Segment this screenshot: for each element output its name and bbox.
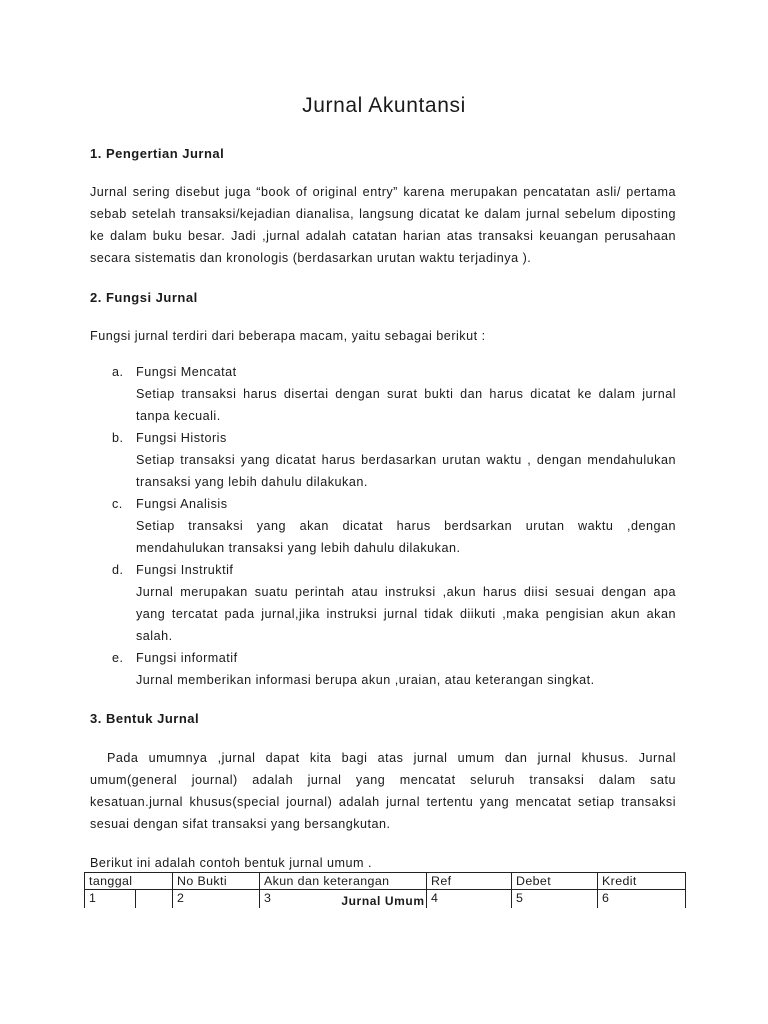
list-item-title: Fungsi Mencatat [136,365,237,379]
list-item-description: Jurnal memberikan informasi berupa akun ,uraian, atau keterangan singkat. [136,673,595,687]
list-item-description: Setiap transaksi yang akan dicatat harus berdsarkan urutan waktu ,dengan mendahulukan transaksi yang lebih dahulu dilakukan. [136,519,676,555]
paragraph-fungsi-intro: Fungsi jurnal terdiri dari beberapa macam, yaitu sebagai berikut : [90,329,486,343]
table-cell: 3 [260,890,427,909]
table-header-cell [136,873,173,890]
list-item-description: Jurnal merupakan suatu perintah atau instruksi ,akun harus diisi sesuai dengan apa yang tercatat pada jurnal,jika instruksi jurnal tidak diikuti ,maka pengisian akun akan salah. [136,585,676,643]
table-header-cell: Akun dan keterangan [260,873,427,890]
section-heading-bentuk: 3. Bentuk Jurnal [90,711,200,726]
table-cell: 2 [173,890,260,909]
list-marker: a. [112,365,124,379]
table-row [85,890,686,909]
list-item-fungsi-historis [90,427,676,493]
document-body [90,140,676,912]
list-marker: e. [112,651,124,665]
document-title: Jurnal Akuntansi [302,94,466,117]
section-heading-fungsi: 2. Fungsi Jurnal [90,290,198,305]
table-header-cell: No Bukti [173,873,260,890]
table-header-cell: Kredit [598,873,686,890]
list-item-fungsi-informatif [90,647,676,691]
list-marker: d. [112,563,124,577]
table-cell: 4 [427,890,512,909]
list-marker: b. [112,431,124,445]
table-cell [136,890,173,909]
paragraph-pengertian: Jurnal sering disebut juga “book of original entry” karena merupakan pencatatan asli/ pertama sebab setelah transaksi/kejadian dianalisa, langsung dicatat ke dalam jurnal sebelum diposting ke dalam buku besar. Jadi ,jurnal adalah catatan harian atas transaksi keuangan perusahaan secara sistematis dan kronologis (berdasarkan urutan waktu terjadinya ). [90,185,676,265]
list-item-title: Fungsi Historis [136,431,227,445]
list-item-title: Fungsi informatif [136,651,238,665]
list-item-fungsi-analisis [90,493,676,559]
list-item-fungsi-instruktif [90,559,676,647]
list-marker: c. [112,497,123,511]
table-cell: 5 [512,890,598,909]
list-item-description: Setiap transaksi harus disertai dengan surat bukti dan harus dicatat ke dalam jurnal tanpa kecuali. [136,387,676,423]
list-item-description: Setiap transaksi yang dicatat harus berdasarkan urutan waktu , dengan mendahulukan transaksi yang lebih dahulu dilakukan. [136,453,676,489]
fungsi-list [90,361,676,691]
table-header-cell: tanggal [85,873,136,890]
table-header-cell: Debet [512,873,598,890]
section-heading-pengertian: 1. Pengertian Jurnal [90,146,225,161]
table-header-cell: Ref [427,873,512,890]
jurnal-umum-table [84,872,686,908]
table-cell: 1 [85,890,136,909]
list-item-title: Fungsi Analisis [136,497,228,511]
paragraph-bentuk: Pada umumnya ,jurnal dapat kita bagi atas jurnal umum dan jurnal khusus. Jurnal umum(general journal) adalah jurnal yang mencatat seluruh transaksi dalam satu kesatuan.jurnal khusus(special journal) adalah jurnal tertentu yang mencatat setiap transaksi sesuai dengan sifat transaksi yang bersangkutan. [90,751,676,831]
paragraph-contoh: Berikut ini adalah contoh bentuk jurnal umum . [90,856,373,870]
table-cell: 6 [598,890,686,909]
table-header-row [85,873,686,890]
list-item-title: Fungsi Instruktif [136,563,234,577]
list-item-fungsi-mencatat [90,361,676,427]
table-title: Jurnal Umum [341,894,425,908]
